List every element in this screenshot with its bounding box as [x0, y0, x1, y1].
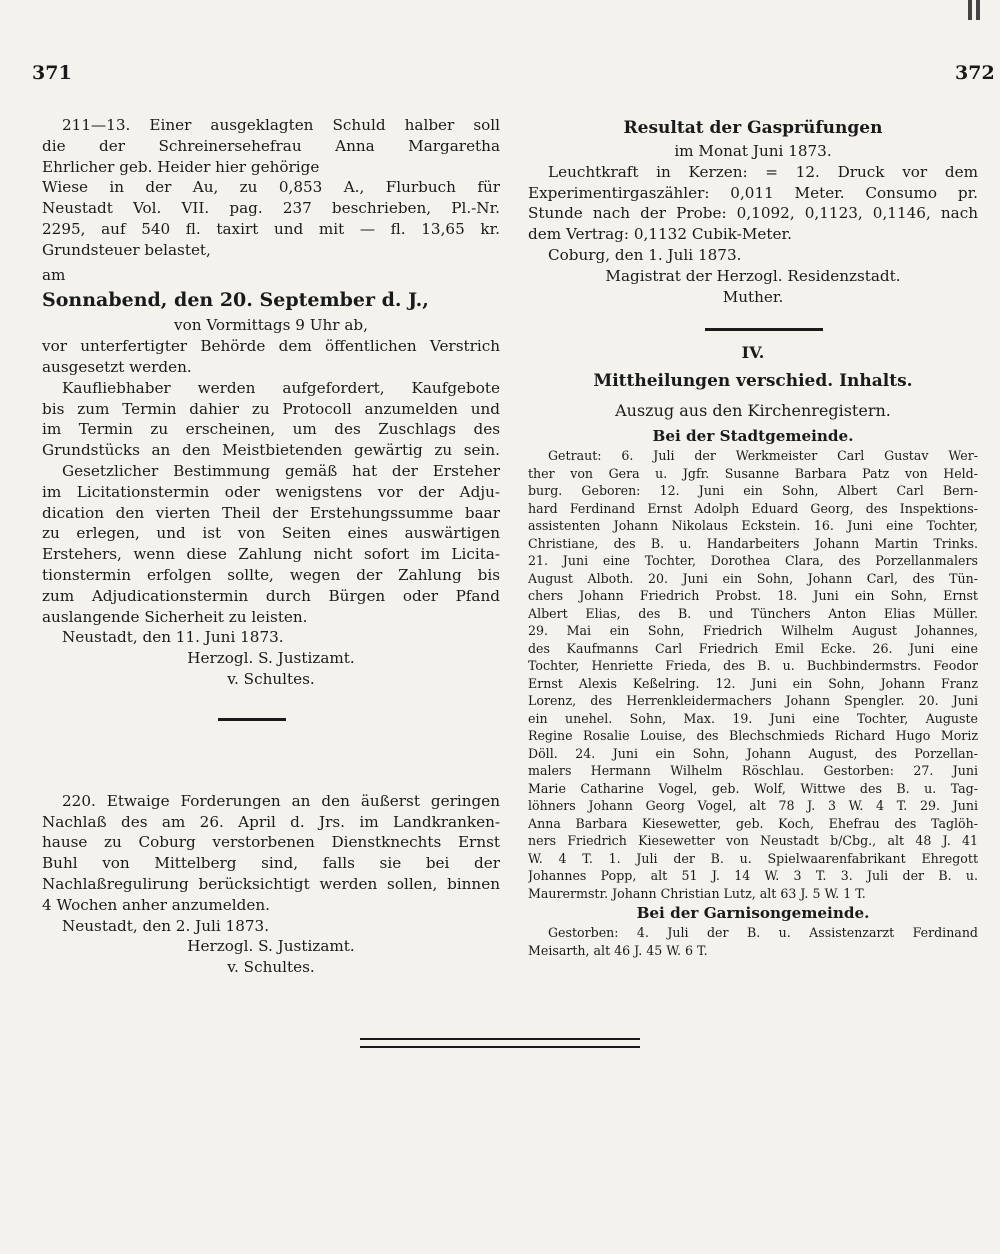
signature: v. Schultes.: [227, 958, 315, 977]
text-line: Anna Barbara Kiesewetter, geb. Koch, Ehefrau des Taglöh-: [528, 815, 978, 831]
page-number-right: 372: [955, 62, 995, 84]
text-line: dem Vertrag: 0,1132 Cubik-Meter.: [528, 225, 792, 244]
page-number-left: 371: [32, 62, 72, 84]
office-name: Herzogl. S. Justizamt.: [187, 649, 355, 668]
text-line: dication den vierten Theil der Erstehungssumme baar: [42, 503, 500, 522]
text-line: im Termin zu erscheinen, um des Zuschlags des: [42, 420, 500, 439]
page-end-rule: [360, 1038, 640, 1048]
subsection-title: Auszug aus den Kirchenregistern.: [615, 401, 891, 421]
text-line: Leuchtkraft in Kerzen: = 12. Druck vor dem: [548, 162, 978, 181]
text-line: ners Friedrich Kiesewetter von Neustadt b/Cbg., alt 48 J. 41: [528, 833, 978, 849]
text-line: des Kaufmanns Carl Friedrich Emil Ecke. 26. Juni eine: [528, 640, 978, 656]
section-divider: [705, 328, 823, 331]
text-line: zu erlegen, und ist von Seiten eines auswärtigen: [42, 524, 500, 543]
text-line: Albert Elias, des B. und Tünchers Anton Elias Müller.: [528, 605, 978, 621]
text-line: Wiese in der Au, zu 0,853 A., Flurbuch für: [42, 178, 500, 197]
buyers-paragraph: [42, 378, 500, 461]
text-line: im Licitationstermin oder wenigstens vor der Adju-: [42, 482, 500, 501]
text-line: vor unterfertigter Behörde dem öffentlichen Verstrich: [42, 337, 500, 356]
text-line: assistenten Johann Nikolaus Eckstein. 16. Juni eine Tochter,: [528, 518, 978, 534]
statute-paragraph: [42, 461, 500, 627]
text-line: Johannes Popp, alt 51 J. 14 W. 3 T. 3. Juli der B. u.: [528, 868, 978, 884]
text-line: Nachlaßregulirung berücksichtigt werden sollen, binnen: [42, 874, 500, 893]
text-line: 21. Juni eine Tochter, Dorothea Clara, des Porzellanmalers: [528, 553, 978, 569]
notice-211-body: [42, 115, 500, 261]
text-line: tionstermin erfolgen sollte, wegen der Zahlung bis: [42, 565, 500, 584]
text-line: Erstehers, wenn diese Zahlung nicht sofort im Licita-: [42, 545, 500, 564]
text-line: 4 Wochen anher anzumelden.: [42, 895, 270, 914]
text-line: hard Ferdinand Ernst Adolph Eduard Georg, des Inspektions-: [528, 500, 978, 516]
city-parish-register: [528, 447, 978, 902]
am-label: am: [42, 265, 66, 284]
text-line: chers Johann Friedrich Probst. 18. Juni ein Sohn, Ernst: [528, 588, 978, 604]
text-line: Nachlaß des am 26. April d. Jrs. im Landkranken-: [42, 812, 500, 831]
place-date: Coburg, den 1. Juli 1873.: [548, 245, 742, 264]
text-line: Christiane, des B. u. Handarbeiters Johann Martin Trinks.: [528, 535, 978, 551]
gas-report-title: Resultat der Gasprüfungen: [623, 118, 883, 138]
text-line: 220. Etwaige Forderungen an den äußerst geringen: [62, 791, 500, 810]
section-divider: [218, 718, 286, 721]
gas-report-subtitle: im Monat Juni 1873.: [674, 142, 832, 160]
text-line: Tochter, Henriette Frieda, des B. u. Buchbindermstrs. Feodor: [528, 658, 978, 674]
text-line: Getraut: 6. Juli der Werkmeister Carl Gustav Wer-: [548, 448, 978, 464]
place-date: Neustadt, den 11. Juni 1873.: [62, 628, 284, 647]
text-line: Grundstücks an den Meistbietenden gewärtig zu sein.: [42, 441, 500, 460]
text-line: Gesetzlicher Bestimmung gemäß hat der Ersteher: [62, 461, 500, 480]
text-line: die der Schreinersehefrau Anna Margaretha: [42, 136, 500, 155]
page-edge-mark: [976, 0, 980, 20]
text-line: Buhl von Mittelberg sind, falls sie bei der: [42, 854, 500, 873]
text-line: August Alboth. 20. Juni ein Sohn, Johann Carl, des Tün-: [528, 570, 978, 586]
office-name: Magistrat der Herzogl. Residenzstadt.: [605, 266, 901, 285]
text-line: Lorenz, des Herrenkleidermachers Johann Spengler. 20. Juni: [528, 693, 978, 709]
text-line: Kaufliebhaber werden aufgefordert, Kaufgebote: [62, 378, 500, 397]
text-line: Regine Rosalie Louise, des Blechschmieds Richard Hugo Moriz: [528, 728, 978, 744]
text-line: Neustadt Vol. VII. pag. 237 beschrieben, Pl.-Nr.: [42, 199, 500, 218]
text-line: Stunde nach der Probe: 0,1092, 0,1123, 0,1146, nach: [528, 204, 978, 223]
text-line: ein unehel. Sohn, Max. 19. Juni eine Tochter, Auguste: [528, 710, 978, 726]
place-date: Neustadt, den 2. Juli 1873.: [62, 916, 270, 935]
text-line: 211—13. Einer ausgeklagten Schuld halber soll: [62, 116, 500, 134]
page-edge-mark: [968, 0, 972, 20]
text-line: Marie Catharine Vogel, geb. Wolf, Wittwe des B. u. Tag-: [528, 780, 978, 796]
text-line: W. 4 T. 1. Juli der B. u. Spielwaarenfabrikant Ehregott: [528, 850, 978, 866]
text-line: hause zu Coburg verstorbenen Dienstknechts Ernst: [42, 833, 500, 852]
right-column: [528, 115, 978, 959]
text-line: Maurermstr. Johann Christian Lutz, alt 63 J. 5 W. 1 T.: [528, 885, 866, 901]
section-numeral: IV.: [741, 343, 765, 363]
text-line: auslangende Sicherheit zu leisten.: [42, 607, 308, 626]
text-line: Gestorben: 4. Juli der B. u. Assistenzarzt Ferdinand: [548, 925, 978, 941]
text-line: ausgesetzt werden.: [42, 357, 192, 376]
text-line: ther von Gera u. Jgfr. Susanne Barbara Patz von Held-: [528, 465, 978, 481]
notice-220-body: [42, 791, 500, 916]
city-parish-heading: Bei der Stadtgemeinde.: [652, 427, 854, 446]
gas-report-body: [528, 162, 978, 245]
auction-time: von Vormittags 9 Uhr ab,: [174, 316, 368, 335]
text-line: Grundsteuer belastet,: [42, 240, 211, 259]
signature: Muther.: [722, 287, 784, 306]
garrison-parish-heading: Bei der Garnisongemeinde.: [636, 904, 870, 923]
text-line: Meisarth, alt 46 J. 45 W. 6 T.: [528, 942, 708, 958]
text-line: zum Adjudicationstermin durch Bürgen oder Pfand: [42, 586, 500, 605]
signature: v. Schultes.: [227, 669, 315, 688]
text-line: Ehrlicher geb. Heider hier gehörige: [42, 157, 320, 176]
text-line: löhners Johann Georg Vogel, alt 78 J. 3 W. 4 T. 29. Juni: [528, 798, 978, 814]
garrison-parish-register: [528, 924, 978, 959]
text-line: Ernst Alexis Keßelring. 12. Juni ein Sohn, Johann Franz: [528, 675, 978, 691]
text-line: malers Hermann Wilhelm Röschlau. Gestorben: 27. Juni: [528, 763, 978, 779]
office-name: Herzogl. S. Justizamt.: [187, 937, 355, 956]
text-line: burg. Geboren: 12. Juni ein Sohn, Albert Carl Bern-: [528, 483, 978, 499]
auction-date: Sonnabend, den 20. September d. J.,: [42, 289, 429, 312]
text-line: Döll. 24. Juni ein Sohn, Johann August, des Porzellan-: [528, 745, 978, 761]
left-column: [42, 115, 500, 978]
text-line: 2295, auf 540 fl. taxirt und mit — fl. 13,65 kr.: [42, 219, 500, 238]
sale-text: [42, 336, 500, 378]
text-line: bis zum Termin dahier zu Protocoll anzumelden und: [42, 399, 500, 418]
section-title: Mittheilungen verschied. Inhalts.: [593, 371, 913, 392]
text-line: Experimentirgaszähler: 0,011 Meter. Consumo pr.: [528, 183, 978, 202]
text-line: 29. Mai ein Sohn, Friedrich Wilhelm August Johannes,: [528, 623, 978, 639]
